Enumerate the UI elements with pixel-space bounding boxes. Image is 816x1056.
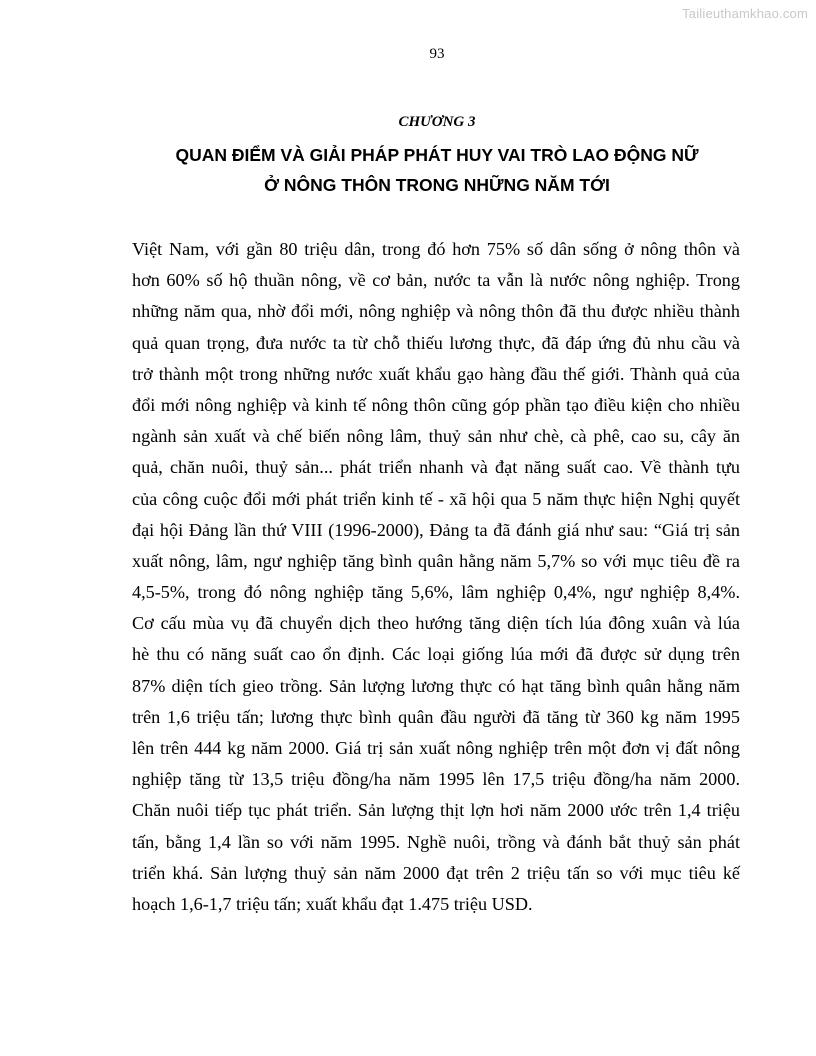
paragraph-line: 4,5-5%, trong đó nông nghiệp tăng 5,6%, lâm nghiệp 0,4%, ngư nghiệp 8,4%. — [132, 582, 740, 603]
paragraph-line: xuất nông, lâm, ngư nghiệp tăng bình quân hằng năm 5,7% so với mục tiêu đề ra — [132, 550, 740, 571]
paragraph-line: ngành sản xuất và chế biến nông lâm, thuỷ sản như chè, cà phê, cao su, cây ăn — [132, 426, 740, 447]
paragraph-line: những năm qua, nhờ đổi mới, nông nghiệp và nông thôn đã thu được nhiều thành — [132, 301, 740, 322]
paragraph-line: Chăn nuôi tiếp tục phát triển. Sản lượng thịt lợn hơi năm 2000 ước trên 1,4 triệu — [132, 800, 740, 821]
paragraph-line: đại hội Đảng lần thứ VIII (1996-2000), Đảng ta đã đánh giá như sau: “Giá trị sản — [132, 519, 740, 540]
paragraph-line: Việt Nam, với gần 80 triệu dân, trong đó hơn 75% số dân sống ở nông thôn và — [132, 239, 740, 259]
paragraph-line: hoạch 1,6-1,7 triệu tấn; xuất khẩu đạt 1.475 triệu USD. — [132, 893, 533, 914]
paragraph-line: hơn 60% số hộ thuần nông, về cơ bản, nước ta vẫn là nước nông nghiệp. Trong — [132, 270, 740, 291]
watermark-text: Tailieuthamkhao.com — [682, 6, 808, 21]
paragraph-line: quả quan trọng, đưa nước ta từ chỗ thiếu lương thực, đã đáp ứng đủ nhu cầu và — [132, 332, 740, 353]
paragraph-line: tấn, bằng 1,4 lần so với năm 1995. Nghề nuôi, trồng và đánh bắt thuỷ sản phát — [132, 831, 740, 852]
paragraph-line: đổi mới nông nghiệp và kinh tế nông thôn cũng góp phần tạo điều kiện cho nhiều — [132, 394, 740, 415]
page-number: 93 — [429, 46, 445, 62]
chapter-label: CHƯƠNG 3 — [398, 114, 476, 130]
paragraph-line: Cơ cấu mùa vụ đã chuyển dịch theo hướng tăng diện tích lúa đông xuân và lúa — [132, 613, 740, 634]
paragraph-line: lên trên 444 kg năm 2000. Giá trị sản xuất nông nghiệp trên một đơn vị đất nông — [132, 738, 740, 758]
paragraph-line: của công cuộc đổi mới phát triển kinh tế - xã hội qua 5 năm thực hiện Nghị quyết — [132, 488, 740, 509]
paragraph-line: 87% diện tích gieo trồng. Sản lượng lương thực có hạt tăng bình quân hằng năm — [132, 675, 740, 696]
paragraph-line: trở thành một trong những nước xuất khẩu gạo hàng đầu thế giới. Thành quả của — [132, 363, 740, 384]
paragraph-line: trên 1,6 triệu tấn; lương thực bình quân đầu người đã tăng từ 360 kg năm 1995 — [132, 706, 740, 727]
body-paragraph — [132, 234, 740, 920]
chapter-title-line: QUAN ĐIỂM VÀ GIẢI PHÁP PHÁT HUY VAI TRÒ LAO ĐỘNG NỮ — [175, 145, 699, 165]
paragraph-line: hè thu có năng suất cao ổn định. Các loại giống lúa mới đã được sử dụng trên — [132, 644, 740, 665]
paragraph-line: quả, chăn nuôi, thuỷ sản... phát triển nhanh và đạt năng suất cao. Về thành tựu — [132, 457, 740, 478]
paragraph-line: triển khá. Sản lượng thuỷ sản năm 2000 đạt trên 2 triệu tấn so với mục tiêu kế — [132, 862, 740, 883]
chapter-title-line: Ở NÔNG THÔN TRONG NHỮNG NĂM TỚI — [264, 175, 610, 195]
paragraph-line: nghiệp tăng từ 13,5 triệu đồng/ha năm 1995 lên 17,5 triệu đồng/ha năm 2000. — [132, 769, 740, 790]
chapter-title — [0, 140, 816, 200]
